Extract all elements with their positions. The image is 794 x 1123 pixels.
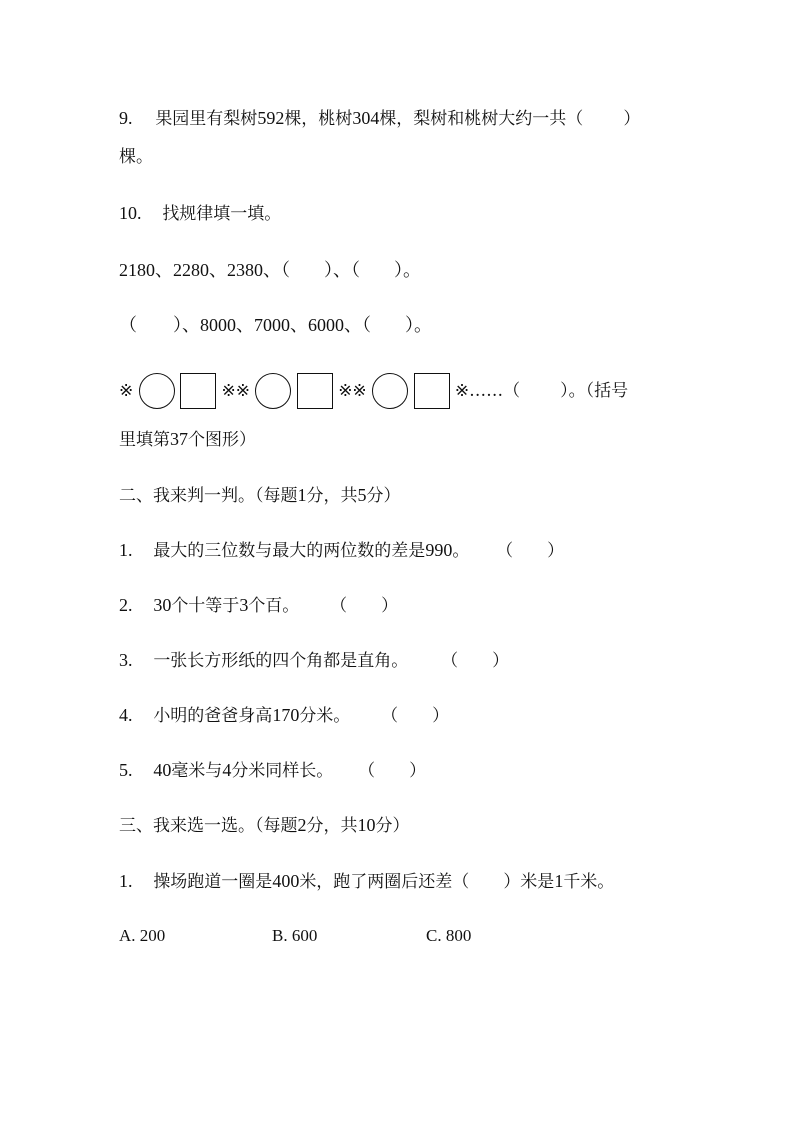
answer-blank[interactable]: （ ） xyxy=(496,541,565,561)
question-text: 最大的三位数与最大的两位数的差是 xyxy=(153,541,426,561)
judge-item-1 xyxy=(119,538,564,563)
square-shape xyxy=(297,373,333,409)
number-value: 592 xyxy=(257,108,285,128)
number-value: 4 xyxy=(222,760,232,780)
circle-shape xyxy=(372,373,408,409)
question-number: 3. xyxy=(119,650,133,670)
question-9 xyxy=(119,106,640,131)
number-value: 304 xyxy=(352,108,380,128)
answer-blank[interactable]: （ ） xyxy=(441,651,510,671)
question-number: 9. xyxy=(119,108,133,128)
question-text: 一张长方形纸的四个角都是直角。 xyxy=(153,651,409,671)
question-text: 找规律填一填。 xyxy=(162,204,282,224)
heading-text: 分，共 xyxy=(306,816,358,836)
heading-text: 分） xyxy=(375,816,410,836)
answer-blank[interactable]: （ ） xyxy=(381,706,450,726)
number-value: 5 xyxy=(357,485,367,505)
shape-pattern-continued xyxy=(119,427,256,452)
number-value: 3 xyxy=(239,595,249,615)
sequence-text: ）。 xyxy=(405,315,432,335)
choice-a[interactable]: A. 200 xyxy=(119,926,166,945)
question-number: 1. xyxy=(119,871,133,891)
question-text: 毫米与 xyxy=(171,761,223,781)
number-value: 1 xyxy=(554,871,564,891)
question-text: 。 xyxy=(452,541,470,561)
question-text: 分米。 xyxy=(299,706,351,726)
sequence-text: （ xyxy=(119,315,137,335)
question-text: 棵。 xyxy=(119,147,153,167)
question-text: 个百。 xyxy=(248,596,300,616)
heading-text: 二、我来判一判。（每题 xyxy=(119,486,298,506)
reference-mark: ※ xyxy=(119,380,134,401)
number-value: 10 xyxy=(357,815,376,835)
question-text: 米，跑了两圈后还差（ xyxy=(299,872,470,892)
number-value: 37 xyxy=(170,429,188,449)
heading-text: 分） xyxy=(366,486,401,506)
question-10 xyxy=(119,201,281,226)
number-value: 400 xyxy=(272,871,300,891)
question-number: 2. xyxy=(119,595,133,615)
answer-blank[interactable]: （ ） xyxy=(358,761,427,781)
number-value: 990 xyxy=(425,540,453,560)
heading-text: 分，共 xyxy=(306,486,358,506)
question-number: 4. xyxy=(119,705,133,725)
question-text: 个十等于 xyxy=(171,596,240,616)
question-text: 棵，桃树 xyxy=(284,109,353,129)
question-number: 10. xyxy=(119,203,142,223)
question-text: ）米是 xyxy=(503,872,555,892)
sequence-text: 2180、2280、2380、（ xyxy=(119,260,290,280)
choice-c[interactable]: C. 800 xyxy=(426,926,472,945)
number-value: 40 xyxy=(153,760,172,780)
judge-item-2 xyxy=(119,593,398,618)
number-value: 170 xyxy=(272,705,300,725)
question-text: 千米。 xyxy=(563,872,615,892)
question-text: 里填第 xyxy=(119,430,170,450)
section-3-heading xyxy=(119,813,410,838)
question-text: 棵，梨树和桃树大约一共（ xyxy=(379,109,584,129)
shape-pattern xyxy=(119,370,628,411)
question-text: 果园里有梨树 xyxy=(155,109,258,129)
number-value: 1 xyxy=(297,485,307,505)
sequence-2 xyxy=(119,313,432,337)
judge-item-5 xyxy=(119,758,426,783)
answer-blank[interactable]: （ ） xyxy=(330,596,399,616)
question-text: 小明的爸爸身高 xyxy=(153,706,273,726)
question-text: 操场跑道一圈是 xyxy=(153,872,273,892)
question-text: ）。（括号 xyxy=(560,380,629,401)
reference-mark: ※……（ xyxy=(454,380,521,401)
judge-item-3 xyxy=(119,648,509,673)
choice-b[interactable]: B. 600 xyxy=(272,926,318,945)
heading-text: 三、我来选一选。（每题 xyxy=(119,816,298,836)
choice-question-1 xyxy=(119,869,614,894)
question-text: 分米同样长。 xyxy=(231,761,334,781)
sequence-text: ）。 xyxy=(394,260,421,280)
question-9-continued xyxy=(119,145,153,169)
square-shape xyxy=(180,373,216,409)
sequence-1 xyxy=(119,258,421,282)
circle-shape xyxy=(255,373,291,409)
square-shape xyxy=(414,373,450,409)
paren-close: ） xyxy=(623,109,641,129)
sequence-text: ）、8000、7000、6000、（ xyxy=(173,315,371,335)
reference-mark: ※※ xyxy=(338,380,367,401)
question-text: 个图形） xyxy=(188,430,256,450)
question-number: 5. xyxy=(119,760,133,780)
number-value: 2 xyxy=(297,815,307,835)
judge-item-4 xyxy=(119,703,449,728)
number-value: 30 xyxy=(153,595,172,615)
question-number: 1. xyxy=(119,540,133,560)
sequence-text: ）、（ xyxy=(324,260,360,280)
circle-shape xyxy=(139,373,175,409)
section-2-heading xyxy=(119,483,401,508)
reference-mark: ※※ xyxy=(221,380,250,401)
